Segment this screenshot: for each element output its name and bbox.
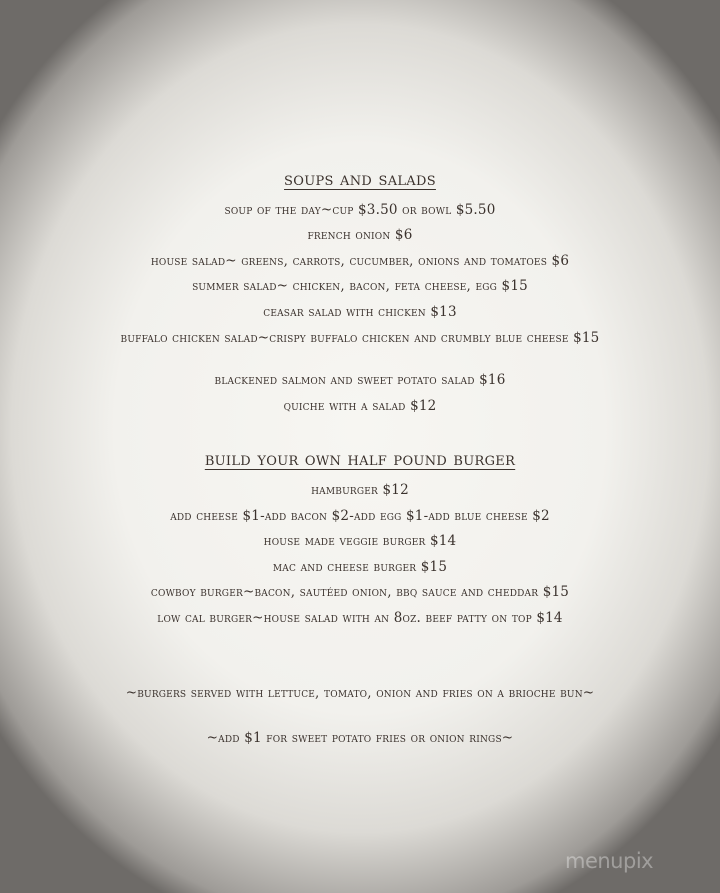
- menu-item-soup-of-the-day: soup of the day~cup $3.50 or bowl $5.50: [224, 202, 496, 218]
- menu-note-burgers-served: ~burgers served with lettuce, tomato, onion and fries on a brioche bun~: [125, 685, 595, 701]
- section-title-burgers: build your own half pound burger: [204, 448, 516, 470]
- menu-item-summer-salad: summer salad~ chicken, bacon, feta cheese, egg $15: [192, 278, 528, 294]
- section-title-soups-salads: soups and salads: [284, 168, 436, 190]
- menu-item-add-ons: add cheese $1-add bacon $2-add egg $1-add blue cheese $2: [170, 508, 550, 524]
- menu-item-cowboy-burger: cowboy burger~bacon, sautéed onion, bbq sauce and cheddar $15: [150, 584, 570, 600]
- menu-item-french-onion: french onion $6: [307, 227, 413, 243]
- menu-item-buffalo-chicken-salad: buffalo chicken salad~crispy buffalo chicken and crumbly blue cheese $15: [120, 330, 600, 346]
- menu-item-veggie-burger: house made veggie burger $14: [263, 533, 457, 549]
- menu-item-blackened-salmon: blackened salmon and sweet potato salad $16: [214, 372, 506, 388]
- watermark-logo: menupix: [565, 849, 654, 873]
- menu-item-mac-cheese-burger: mac and cheese burger $15: [272, 559, 448, 575]
- menu-item-ceasar-salad: ceasar salad with chicken $13: [263, 304, 457, 320]
- menu-item-quiche: quiche with a salad $12: [283, 398, 437, 414]
- menu-note-sweet-potato-fries: ~add $1 for sweet potato fries or onion rings~: [206, 730, 514, 746]
- menu-item-hamburger: hamburger $12: [311, 482, 409, 498]
- menu-item-low-cal-burger: low cal burger~house salad with an 8oz. beef patty on top $14: [157, 610, 563, 626]
- menu-item-house-salad: house salad~ greens, carrots, cucumber, onions and tomatoes $6: [150, 253, 570, 269]
